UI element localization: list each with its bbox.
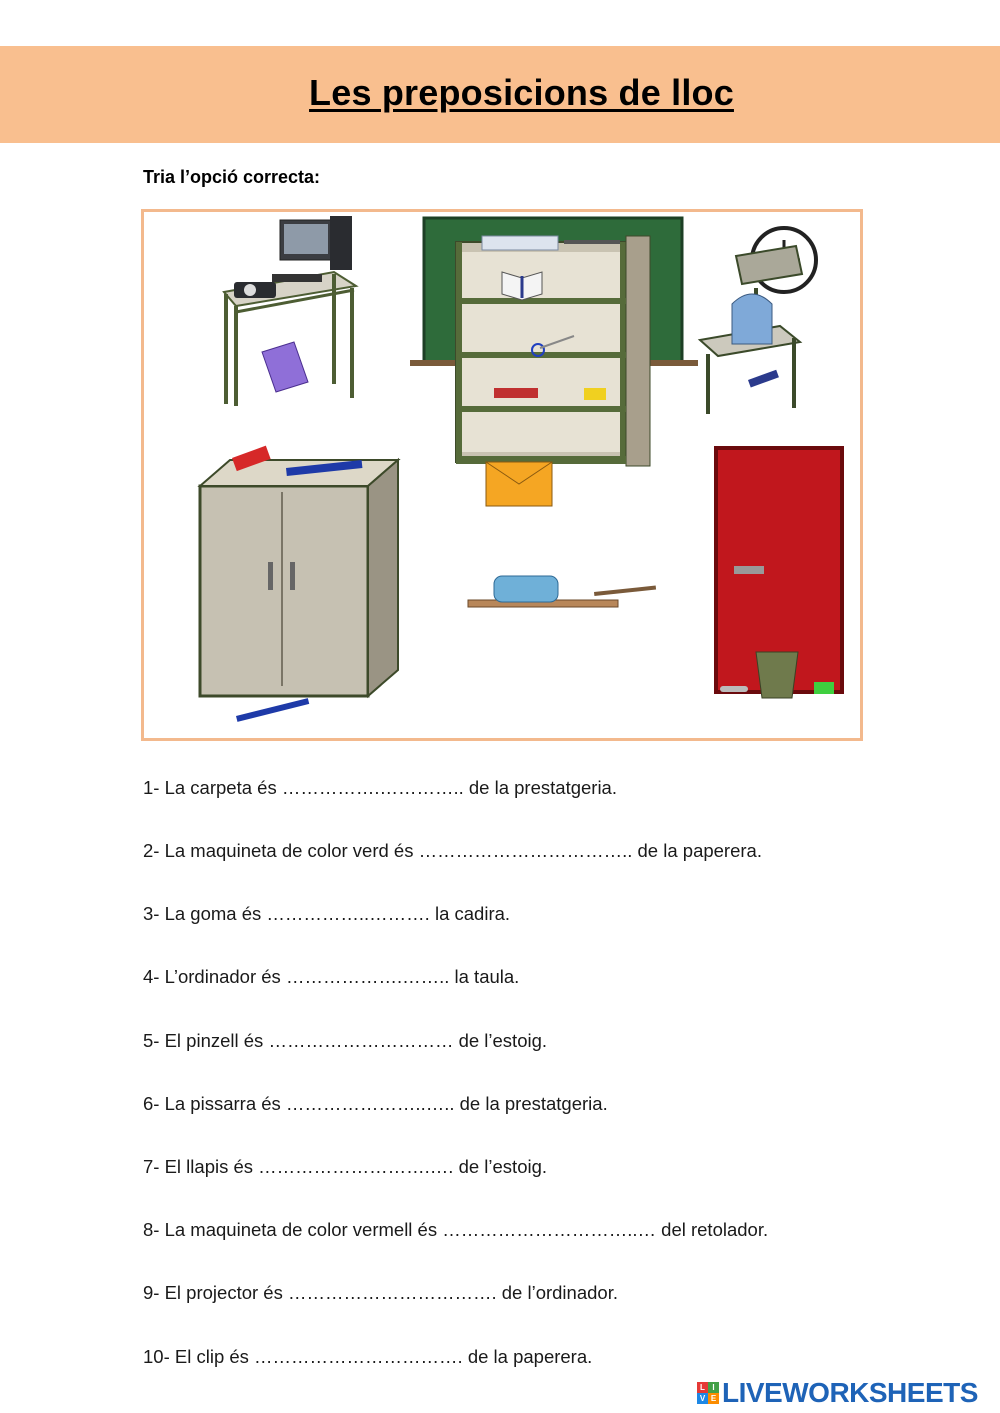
cupboard (200, 446, 398, 722)
question-10[interactable]: 10- El clip és ……………………………. de la paperera. (143, 1346, 593, 1367)
question-6[interactable]: 6- La pissarra és …………………..….. de la prestatgeria. (143, 1093, 608, 1114)
shelving-unit (456, 236, 650, 466)
question-3[interactable]: 3- La goma és ……………..………. la cadira. (143, 903, 511, 924)
instruction-text: Tria l’opció correcta: (143, 167, 321, 187)
question-9[interactable]: 9- El projector és ……………………………. de l’ordinador. (143, 1282, 618, 1303)
question-8[interactable]: 8- La maquineta de color vermell és …………………………..… del retolador. (143, 1219, 769, 1240)
classroom-scene (144, 212, 860, 738)
question-7[interactable]: 7- El llapis és ……………………….…. de l’estoig. (143, 1156, 548, 1177)
brand-name: LIVEWORKSHEETS (722, 1377, 978, 1408)
folder (486, 462, 552, 506)
door (716, 448, 842, 698)
page-title: Les preposicions de lloc (309, 72, 734, 113)
question-1[interactable]: 1- La carpeta és …………….………….. de la prestatgeria. (143, 777, 617, 798)
brand-logo-icon: L I V E (697, 1382, 719, 1404)
question-2[interactable]: 2- La maquineta de color verd és …………………………….. de la paperera. (143, 840, 762, 861)
desk (224, 216, 356, 406)
classroom-illustration (141, 209, 863, 741)
wall-shelf (468, 576, 656, 607)
chair (700, 228, 816, 414)
question-4[interactable]: 4- L’ordinador és ……………….…….. la taula. (143, 966, 520, 987)
liveworksheets-brand (697, 1376, 978, 1410)
question-5[interactable]: 5- El pinzell és ………………………… de l’estoig. (143, 1030, 548, 1051)
